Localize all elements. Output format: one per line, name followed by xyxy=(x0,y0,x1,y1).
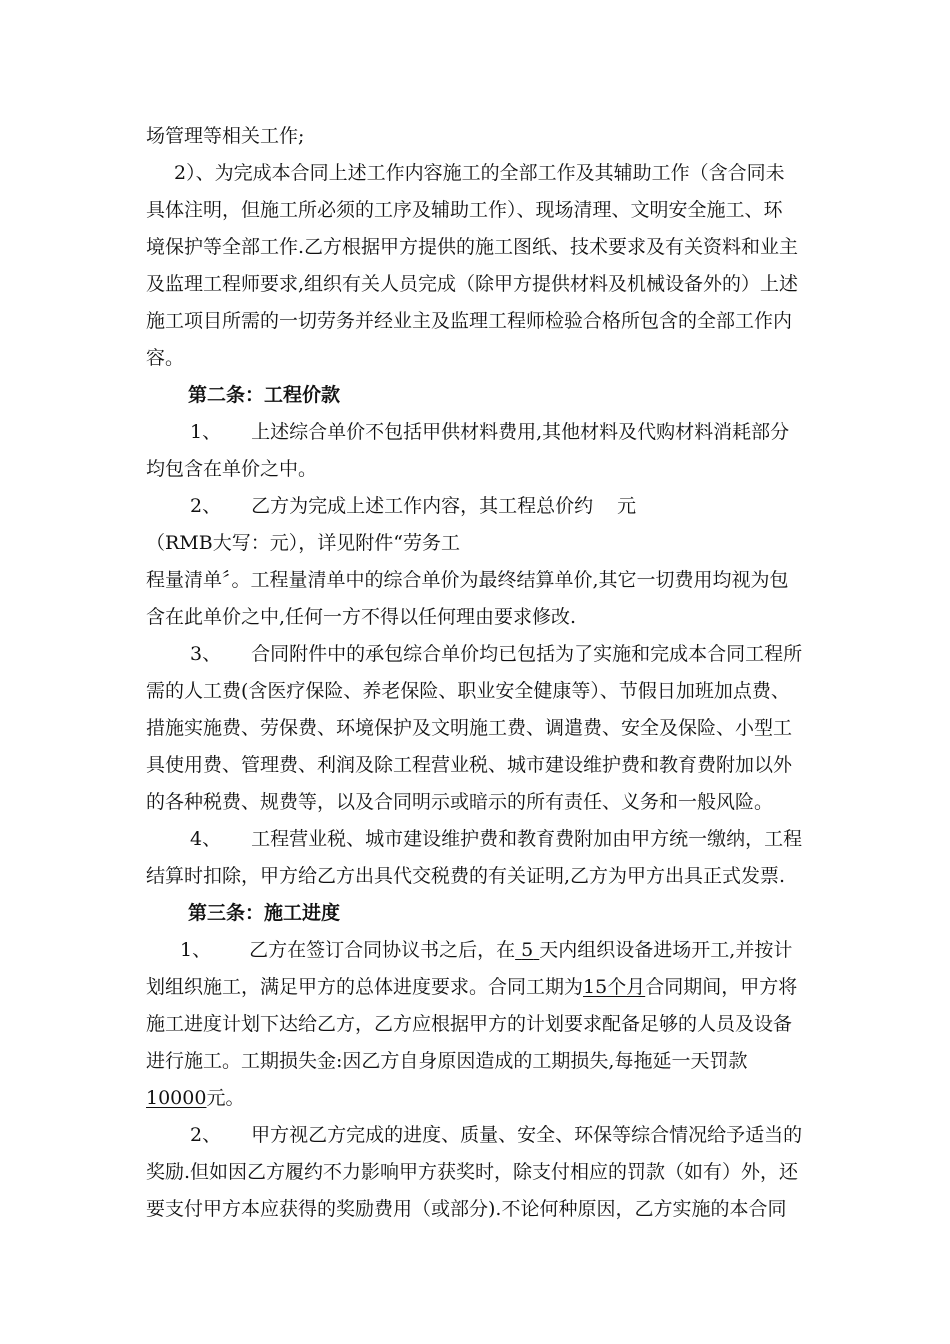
text-line: 均包含在单价之中。 xyxy=(146,458,318,480)
text-line: 境保护等全部工作.乙方根据甲方提供的施工图纸、技术要求及有关资料和业主 xyxy=(146,236,799,258)
text-line: 2、 甲方视乙方完成的进度、质量、安全、环保等综合情况给予适当的 xyxy=(190,1124,803,1146)
penalty-amount-value: 10000 xyxy=(146,1087,207,1109)
text-line: 1、 乙方在签订合同协议书之后，在 5 天内组织设备进场开工,并按计 xyxy=(180,939,793,961)
text-line: 具使用费、管理费、利润及除工程营业税、城市建设维护费和教育费附加以外 xyxy=(146,754,793,776)
text-line: 需的人工费(含医疗保险、养老保险、职业安全健康等）、节假日加班加点费、 xyxy=(146,680,790,702)
text-line: 容。 xyxy=(146,347,185,369)
text-line: 的各种税费、规费等，以及合同明示或暗示的所有责任、义务和一般风险。 xyxy=(146,791,774,813)
text-line: 施工项目所需的一切劳务并经业主及监理工程师检验合格所包含的全部工作内 xyxy=(146,310,793,332)
text-line: 结算时扣除，甲方给乙方出具代交税费的有关证明,乙方为甲方出具正式发票. xyxy=(146,865,786,887)
text-line: 措施实施费、劳保费、环境保护及文明施工费、调遣费、安全及保险、小型工 xyxy=(146,717,793,739)
text-line: 场管理等相关工作; xyxy=(146,125,305,147)
duration-value: 15个月 xyxy=(583,976,646,998)
section-heading-article-2: 第二条：工程价款 xyxy=(188,384,341,406)
text-line: 2、 乙方为完成上述工作内容，其工程总价约 元 xyxy=(190,495,637,517)
text-line: 1、 上述综合单价不包括甲供材料费用,其他材料及代购材料消耗部分 xyxy=(190,421,790,443)
text-line: 进行施工。工期损失金:因乙方自身原因造成的工期损失,每拖延一天罚款 xyxy=(146,1050,748,1072)
text-line: 3、 合同附件中的承包综合单价均已包括为了实施和完成本合同工程所 xyxy=(190,643,803,665)
text-line: 程量清单〞。工程量清单中的综合单价为最终结算单价,其它一切费用均视为包 xyxy=(146,569,789,591)
text-line: 4、 工程营业税、城市建设维护费和教育费附加由甲方统一缴纳，工程 xyxy=(190,828,803,850)
text-line: 划组织施工，满足甲方的总体进度要求。合同工期为15个月合同期间，甲方将 xyxy=(146,976,798,998)
text-line: 含在此单价之中,任何一方不得以任何理由要求修改. xyxy=(146,606,577,628)
section-heading-article-3: 第三条：施工进度 xyxy=(188,902,341,924)
text-line: 2）、为完成本合同上述工作内容施工的全部工作及其辅助工作（含合同未 xyxy=(174,162,785,184)
text-line: 奖励.但如因乙方履约不力影响甲方获奖时，除支付相应的罚款（如有）外，还 xyxy=(146,1161,799,1183)
text-line: 及监理工程师要求,组织有关人员完成（除甲方提供材料及机械设备外的）上述 xyxy=(146,273,799,295)
start-days-value: 5 xyxy=(521,939,534,961)
text-line: 施工进度计划下达给乙方，乙方应根据甲方的计划要求配备足够的人员及设备 xyxy=(146,1013,793,1035)
text-line: （RMB大写：元），详见附件“劳务工 xyxy=(146,532,460,554)
text-line: 10000元。 xyxy=(146,1087,245,1109)
text-line: 具体注明，但施工所必须的工序及辅助工作）、现场清理、文明安全施工、环 xyxy=(146,199,783,221)
text-line: 要支付甲方本应获得的奖励费用（或部分).不论何种原因，乙方实施的本合同 xyxy=(146,1198,787,1220)
